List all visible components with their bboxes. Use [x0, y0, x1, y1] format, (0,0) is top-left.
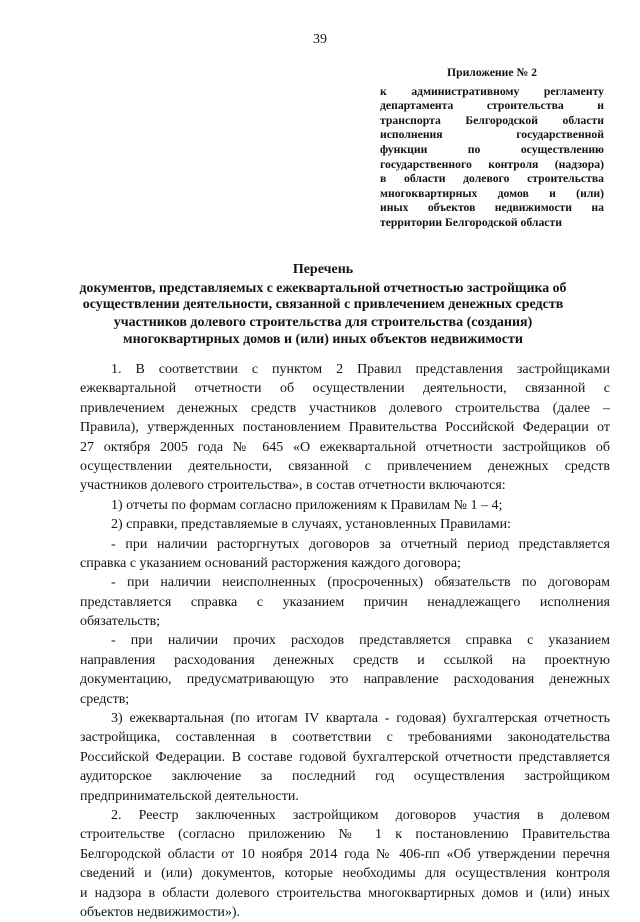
body-line: Белгородской области от 10 ноября 2014 года № 406-пп «Об утверждении перечня — [80, 846, 610, 862]
title-line: осуществлении деятельности, связанной с привлечением денежных средств — [82, 297, 564, 313]
body-line: предпринимательской деятельности. — [80, 788, 299, 804]
body-line: ежеквартальной отчетности об осуществлении деятельности, связанной с — [80, 381, 610, 397]
body-line: строительстве (согласно приложению № 1 к постановлению Правительства — [80, 827, 610, 843]
appendix-line: иных объектов недвижимости на — [380, 201, 604, 215]
body-line: - при наличии прочих расходов представляется справка с указанием — [111, 633, 610, 649]
body-line: справка с указанием оснований расторжения каждого договора; — [80, 555, 461, 571]
title-line: документов, представляемых с ежеквартальной отчетностью застройщика об — [79, 279, 567, 295]
body-line: участников долевого строительства», в состав отчетности включаются: — [80, 478, 506, 494]
appendix-line: департамента строительства и — [380, 99, 604, 113]
body-line: сведений и (или) документов, которые необходимы для осуществления контроля — [80, 866, 610, 882]
body-line: средств; — [80, 691, 130, 707]
body-line: 3) ежеквартальная (по итогам IV квартала - годовая) бухгалтерская отчетность — [111, 711, 610, 727]
body-line: 2. Реестр заключенных застройщиком договоров участия в долевом — [111, 807, 610, 823]
appendix-line: в области долевого строительства — [380, 172, 604, 186]
body-line: объектов недвижимости»). — [80, 904, 240, 920]
appendix-title: Приложение № 2 — [446, 66, 538, 79]
title-line: многоквартирных домов и (или) иных объектов недвижимости — [123, 332, 523, 348]
page-number: 39 — [313, 32, 327, 47]
body-line: застройщика, составленная в соответствии с требованиями законодательства — [80, 730, 610, 746]
body-line: - при наличии расторгнутых договоров за отчетный период представляется — [111, 536, 610, 552]
body-line: 27 октября 2005 года № 645 «О ежеквартальной отчетности застройщиков об — [80, 439, 610, 455]
body-line: Российской Федерации. В составе годовой бухгалтерской отчетности представляется — [80, 749, 610, 765]
body-line: обязательств; — [80, 614, 161, 630]
appendix-line: территории Белгородской области — [380, 215, 562, 229]
body-line: и надзора в области долевого строительства многоквартирных домов и (или) иных — [80, 885, 610, 901]
appendix-line: исполнения государственной — [380, 128, 604, 142]
title-heading: Перечень — [292, 262, 354, 277]
appendix-line: государственного контроля (надзора) — [380, 157, 604, 171]
appendix-line: многоквартирных домов и (или) — [380, 186, 604, 200]
document-title — [78, 261, 568, 349]
body-line: 1. В соответствии с пунктом 2 Правил представления застройщиками — [111, 362, 610, 377]
appendix-line: функции по осуществлению — [380, 142, 604, 156]
appendix-line: транспорта Белгородской области — [380, 113, 604, 127]
body-line: 1) отчеты по формам согласно приложениям к Правилам № 1 – 4; — [111, 497, 503, 513]
body-line: представляется справка с указанием причин ненадлежащего исполнения — [80, 594, 610, 610]
document-body — [80, 360, 610, 922]
body-line: привлечением денежных средств участников долевого строительства (далее – — [80, 400, 610, 416]
body-line: 2) справки, представляемые в случаях, установленных Правилами: — [111, 517, 511, 533]
appendix-line: к административному регламенту — [380, 84, 604, 98]
body-line: направления расходования денежных средств и ссылкой на проектную — [80, 652, 610, 668]
body-line: документацию, предусматривающую это направление расходования денежных — [80, 672, 610, 688]
body-line: аудиторское заключение за последний год осуществления застройщиком — [80, 769, 610, 785]
body-line: - при наличии неисполненных (просроченных) обязательств по договорам — [111, 575, 610, 591]
body-line: Правила), утвержденных постановлением Правительства Российской Федерации от — [80, 420, 610, 436]
title-line: участников долевого строительства для строительства (создания) — [113, 314, 533, 330]
body-line: осуществлении деятельности, связанной с привлечением денежных средств — [80, 458, 610, 474]
appendix-block — [380, 66, 604, 231]
